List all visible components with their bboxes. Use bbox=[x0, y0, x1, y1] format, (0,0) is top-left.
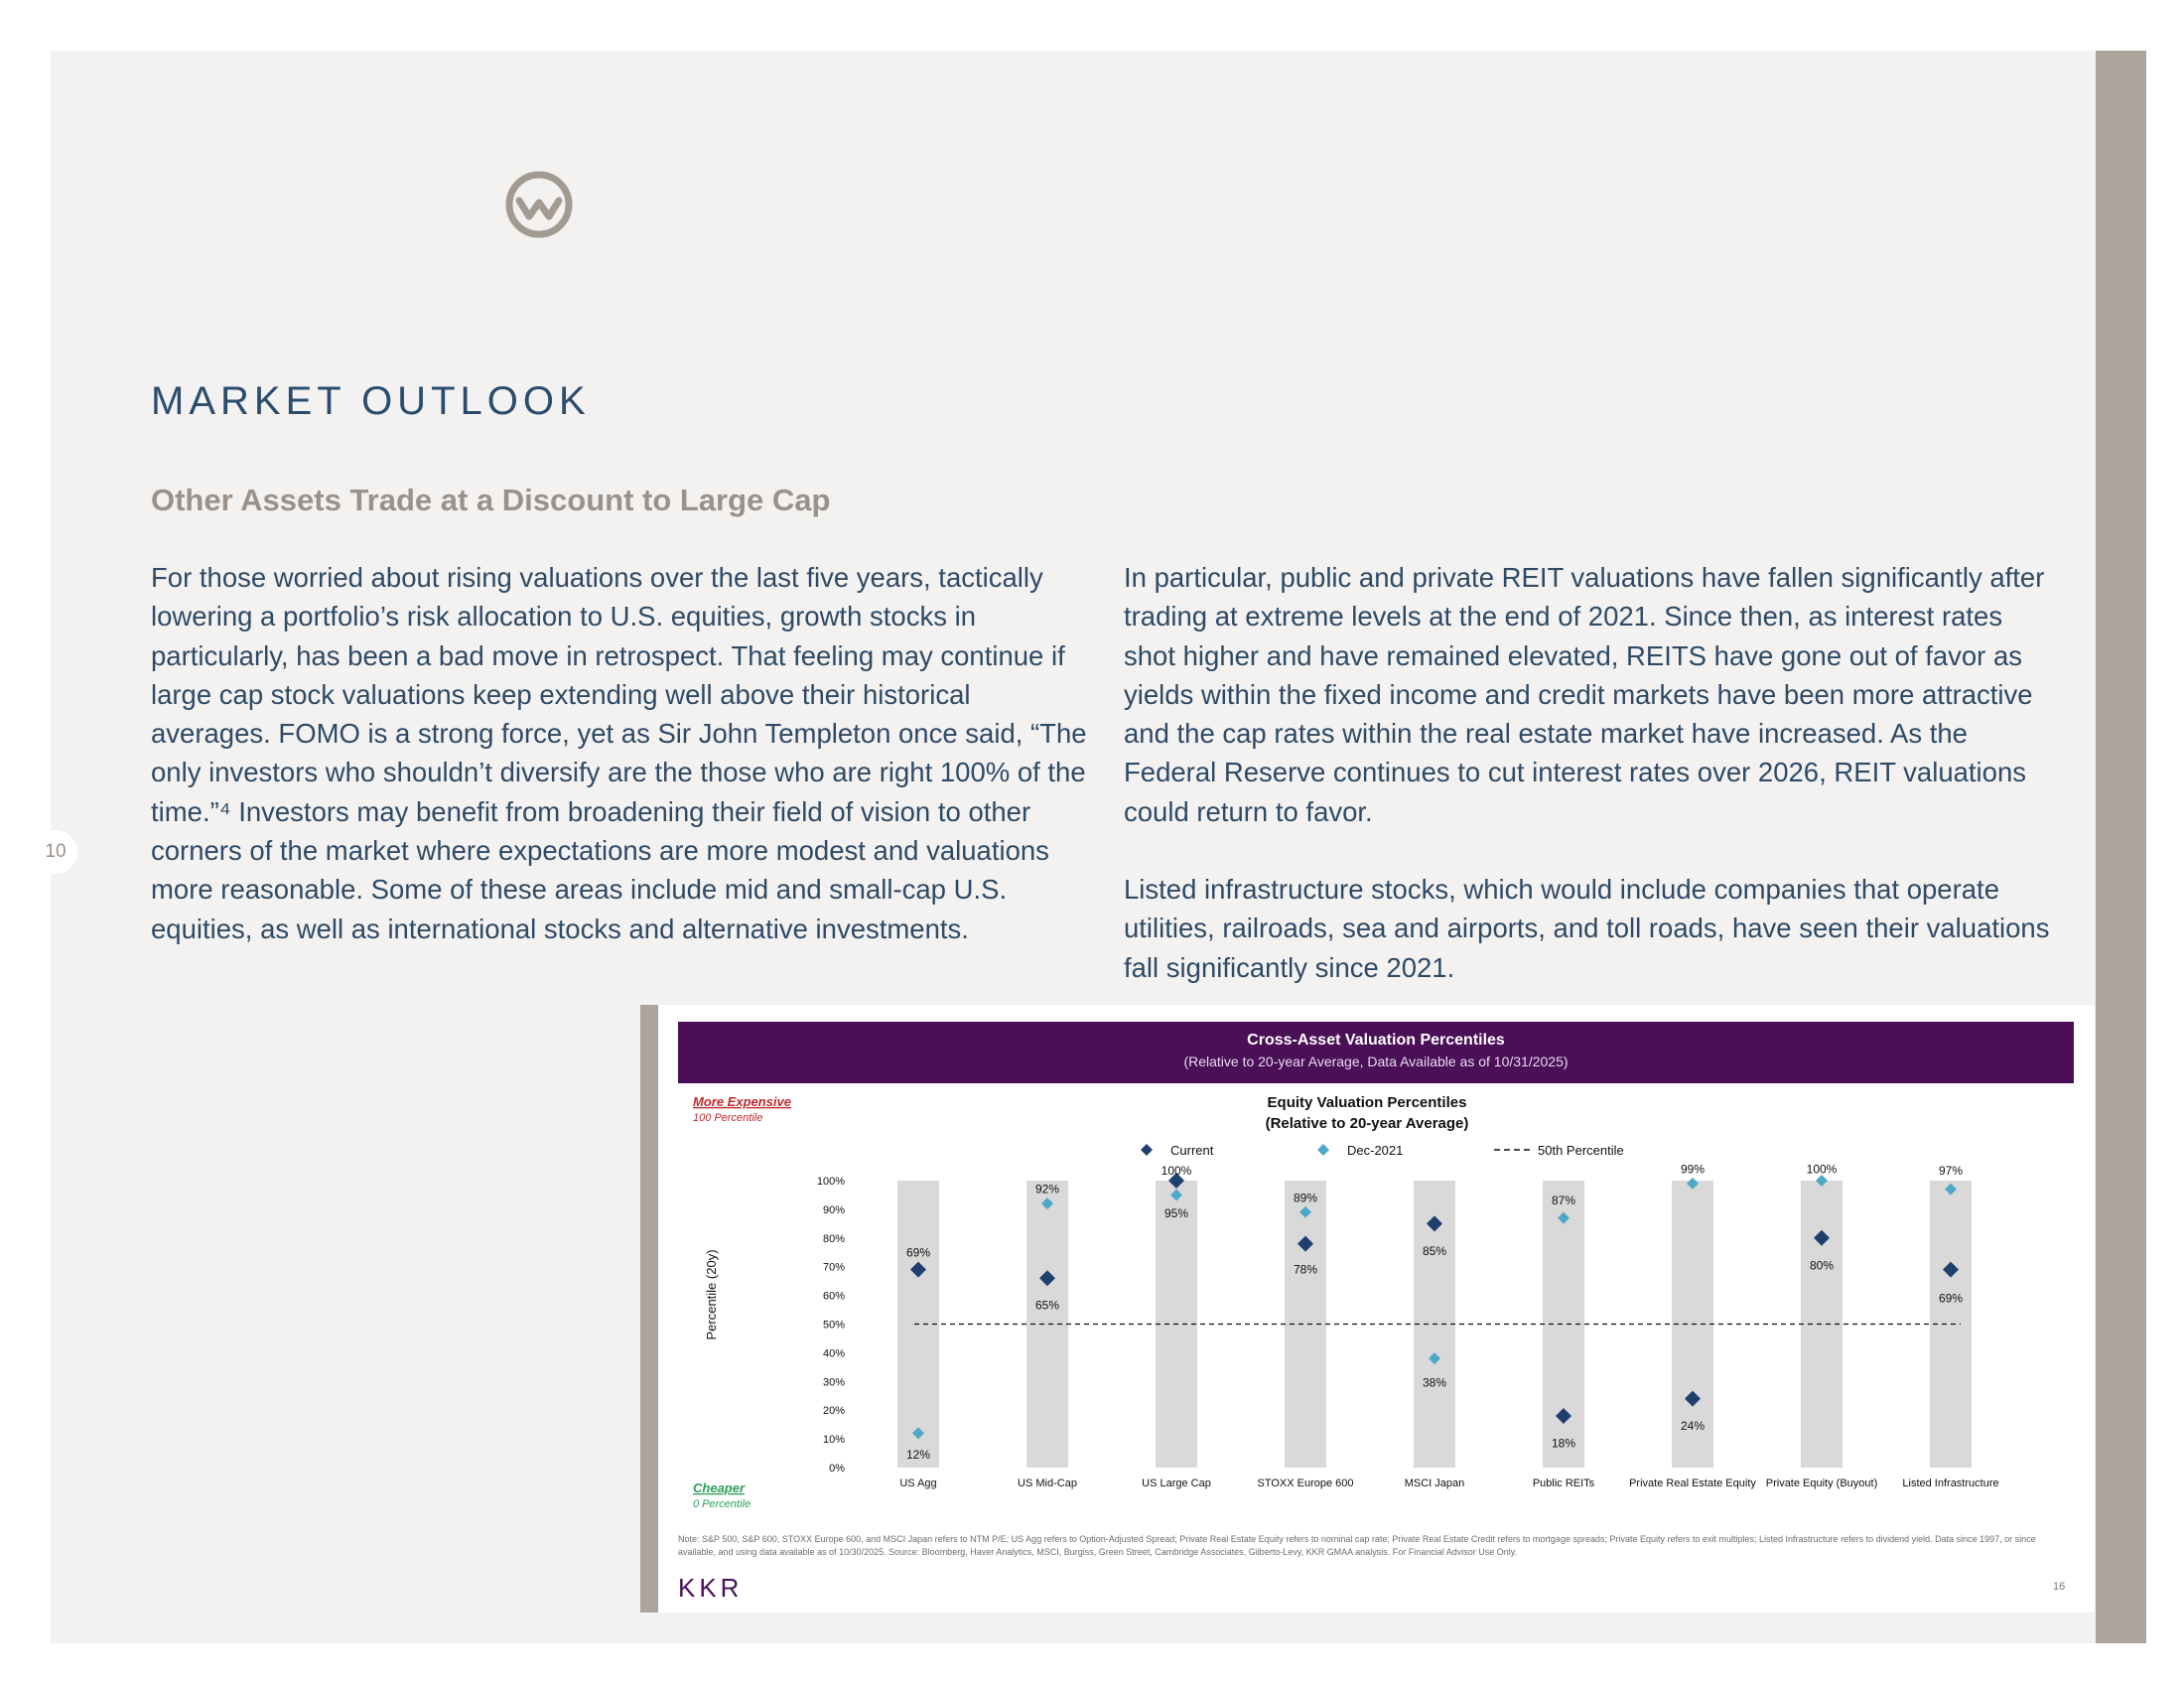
data-label: 97% bbox=[1938, 1163, 1964, 1178]
body-column-right bbox=[1124, 558, 2057, 987]
y-axis-label: Percentile (20y) bbox=[704, 1249, 719, 1340]
legend-current-marker bbox=[1141, 1144, 1153, 1156]
chart-title: Equity Valuation Percentiles bbox=[1267, 1094, 1467, 1111]
y-tick-label: 100% bbox=[816, 1176, 845, 1188]
y-tick-label: 70% bbox=[822, 1261, 845, 1274]
x-tick-label: US Large Cap bbox=[1142, 1477, 1211, 1489]
chart-header bbox=[678, 1022, 2074, 1083]
data-label: 78% bbox=[1293, 1262, 1318, 1277]
data-label: 12% bbox=[905, 1447, 931, 1462]
data-label: 92% bbox=[1034, 1182, 1060, 1196]
subheading: Other Assets Trade at a Discount to Large Cap bbox=[151, 483, 831, 517]
legend-reference-label: 50th Percentile bbox=[1538, 1143, 1624, 1158]
y-tick-label: 0% bbox=[829, 1463, 845, 1475]
chart-plot-area bbox=[817, 1162, 1999, 1489]
y-tick-label: 50% bbox=[822, 1319, 845, 1332]
data-label: 69% bbox=[1938, 1291, 1964, 1306]
data-label: 87% bbox=[1551, 1194, 1576, 1208]
data-label: 38% bbox=[1422, 1375, 1447, 1390]
x-tick-label: MSCI Japan bbox=[1404, 1477, 1465, 1489]
body-paragraph: For those worried about rising valuations over the last five years, tactically lowering a portfolio’s risk allocation to U.S. equities, growth stocks in particularly, has been a bad move in retrospect. That feeling may continue if large cap stock valuations keep extending well above their historical averages. FOMO is a strong force, yet as Sir John Templeton once said, “The only investors who shouldn’t diversify are the those who are right 100% of the time.”⁴ Investors may benefit from broadening their field of vision to other corners of the market where expectations are more modest and valuations more reasonable. Some of these areas include mid and small-cap U.S. equities, as well as international stocks and alternative investments. bbox=[151, 562, 1087, 944]
top-note: More Expensive bbox=[693, 1094, 791, 1109]
chart-source-note: Note: S&P 500, S&P 600, STOXX Europe 600, and MSCI Japan refers to NTM P/E; US Agg refers to Option-Adjusted Spread; Private Real Estate Equity refers to nominal cap rate; Private Real Estate Credit refers to mortgage spreads; Private Equity refers to exit multiples; Listed Infrastructure refers to dividend yield. Data since 1997, or since available, and using data available as of 10/30/2025. Source: Bloomberg, Haver Analytics, MSCI, Burgiss, Green Street, Cambridge Associates, Gilberto-Levy, KKR GMAA analysis. For Financial Advisor Use Only. bbox=[678, 1534, 2036, 1557]
inner-page-number: 16 bbox=[2053, 1581, 2066, 1593]
data-label: 100% bbox=[1160, 1163, 1192, 1178]
data-label: 24% bbox=[1680, 1419, 1706, 1434]
bottom-note: Cheaper bbox=[693, 1480, 746, 1495]
data-label: 95% bbox=[1163, 1206, 1189, 1221]
body-column-left bbox=[151, 558, 1094, 948]
x-tick-label: US Agg bbox=[899, 1477, 937, 1489]
y-tick-label: 30% bbox=[822, 1376, 845, 1389]
data-label: 89% bbox=[1293, 1191, 1318, 1205]
data-label: 69% bbox=[905, 1245, 931, 1260]
chart-header-title: Cross-Asset Valuation Percentiles bbox=[1247, 1032, 1505, 1049]
body-paragraph: In particular, public and private REIT valuations have fallen significantly after trading at extreme levels at the end of 2021. Since then, as interest rates shot higher and have remained elevated, REITS have gone out of favor as yields within the fixed income and credit markets have been more attractive and the cap rates within the real estate market have increased. As the Federal Reserve continues to cut interest rates over 2026, REIT valuations could return to favor. bbox=[1124, 562, 2045, 827]
y-tick-label: 20% bbox=[822, 1405, 845, 1418]
y-tick-label: 40% bbox=[822, 1347, 845, 1360]
legend-dec2021-label: Dec-2021 bbox=[1347, 1143, 1404, 1158]
x-tick-label: Private Equity (Buyout) bbox=[1765, 1477, 1878, 1489]
data-label: 80% bbox=[1809, 1258, 1835, 1273]
x-tick-label: US Mid-Cap bbox=[1018, 1477, 1077, 1489]
body-paragraph: Listed infrastructure stocks, which would include companies that operate utilities, railroads, sea and airports, and toll roads, have seen their valuations fall significantly since 2021. bbox=[1124, 874, 2050, 983]
data-label: 18% bbox=[1551, 1436, 1576, 1451]
page-number: 10 bbox=[34, 830, 77, 874]
data-label: 99% bbox=[1680, 1162, 1706, 1177]
data-label: 85% bbox=[1422, 1243, 1447, 1258]
page-edge-bar bbox=[2096, 51, 2146, 1643]
bottom-note-sub: 0 Percentile bbox=[693, 1498, 751, 1510]
legend bbox=[1141, 1143, 1624, 1158]
y-tick-label: 80% bbox=[822, 1232, 845, 1245]
data-label: 65% bbox=[1034, 1298, 1060, 1313]
legend-dec2021-marker bbox=[1317, 1144, 1329, 1156]
y-tick-label: 60% bbox=[822, 1290, 845, 1303]
legend-current-label: Current bbox=[1170, 1143, 1214, 1158]
x-tick-label: Listed Infrastructure bbox=[1902, 1477, 1999, 1489]
chart-header-subtitle: (Relative to 20-year Average, Data Available as of 10/31/2025) bbox=[1183, 1054, 1569, 1069]
data-label: 100% bbox=[1806, 1162, 1838, 1177]
section-title: MARKET OUTLOOK bbox=[151, 379, 591, 423]
x-tick-label: Public REITs bbox=[1532, 1477, 1595, 1489]
top-note-sub: 100 Percentile bbox=[693, 1112, 763, 1124]
x-tick-label: STOXX Europe 600 bbox=[1257, 1477, 1354, 1489]
valuation-chart bbox=[640, 1083, 2095, 1530]
y-tick-label: 10% bbox=[822, 1434, 845, 1447]
chart-subtitle: (Relative to 20-year Average) bbox=[1265, 1115, 1469, 1132]
brand-wordmark: KKR bbox=[678, 1573, 744, 1603]
brand-logo-icon bbox=[503, 169, 575, 240]
y-tick-label: 90% bbox=[822, 1203, 845, 1216]
x-tick-label: Private Real Estate Equity bbox=[1629, 1477, 1756, 1489]
